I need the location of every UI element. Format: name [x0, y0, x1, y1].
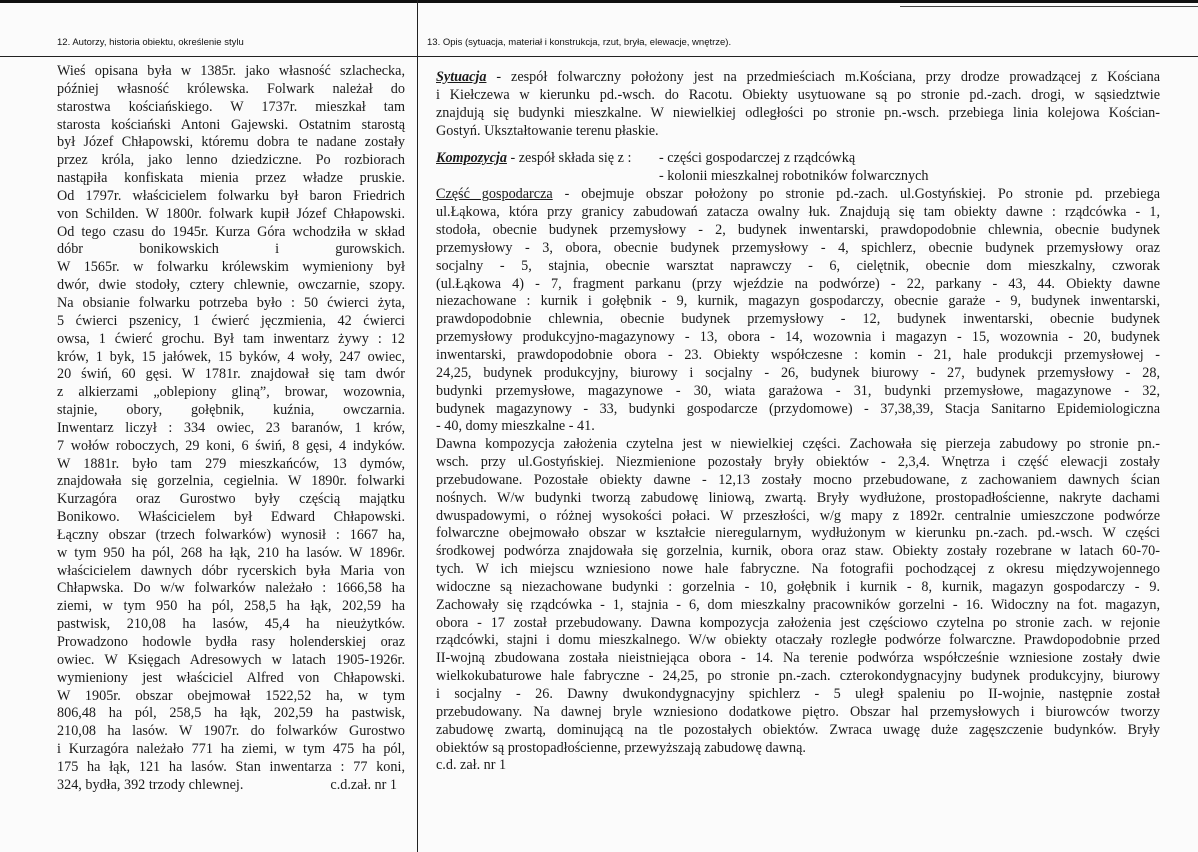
history-last-text: 324, bydła, 392 trzody chlewnej. — [57, 776, 244, 793]
czesc-text: socjalny - 5, stajnia, obecnie warsztat naprawczy - 6, cielętnik, obecnie dom mieszkalny, czworak — [436, 257, 1160, 274]
dawna-line: środkowej podwórza znajdowała się gorzelnia, kurnik, obora oraz staw. Obiekty zostały rozebrane w latach 60-70- — [436, 543, 1160, 560]
czesc-text: przemysłowy produkcyjno-magazynowy - 13, obora - 14, wozownia i magazyn - 15, wozownia - 20, budynek — [436, 329, 1160, 346]
czesc-line — [436, 347, 1160, 365]
history-line: później własność królewska. Folwark należał do — [57, 80, 405, 97]
czesc-line — [436, 258, 1160, 276]
sytuacja-label: Sytuacja — [436, 69, 487, 85]
czesc-text: 24,25, budynek produkcyjny, biurowy i socjalny - 26, budynek biurowy - 27, budynek przemysłowy - 28, — [436, 364, 1160, 381]
dawna-line: zabudowę zwartą, dominującą na tle pozostałych obiektów. Zwraca uwagę duże zagęszczenie budynków. Bryły — [436, 721, 1160, 738]
left-header-rule — [0, 56, 417, 57]
kompozycja-line-1 — [436, 150, 1160, 168]
history-line: 806,48 ha pól, 258,5 ha łąk, 202,59 ha pastwisk, — [57, 705, 405, 722]
czesc-text: inwentarski, prawdopodobnie obora - 23. Obiekty współczesne : komin - 21, hale produkcji przemysłowej - — [436, 346, 1160, 363]
history-line: nastąpiła konfiskata mienia przez władze pruskie. — [57, 170, 405, 187]
history-line: dwór, dwie stodoły, cztery chlewnie, owczarnie, szopy. — [57, 277, 405, 294]
czesc-line — [436, 186, 1160, 204]
history-last-line — [57, 777, 405, 795]
dawna-line: rządcówki, stajni i domu mieszkalnego. W/w obiekty otaczały rozległe podwórze folwarczne. Prawdopodobnie przed — [436, 632, 1160, 649]
history-line: Prowadzono hodowle bydła rasy holenderskiej oraz — [57, 634, 405, 650]
czesc-line — [436, 311, 1160, 329]
dawna-line: widoczne są niezachowane budynki : gorzelnia - 10, gołębnik i kurnik - 8, kurnik, magazyn gospodarczy - 9. — [436, 578, 1160, 595]
history-line: był Józef Chłapowski, któremu dobra te nadane zostały — [57, 134, 405, 151]
dawna-line: folwarczne obejmowało obszar w kształcie nieregularnym, wydłużonym w kierunku pn.-zach. pd.-wsch. W części — [436, 525, 1160, 542]
top-border — [0, 0, 1198, 3]
history-line: Od tego czasu do 1945r. Kurza Góra wchodziła w skład — [57, 223, 405, 240]
history-line: Inwentarz liczył : 334 owiec, 23 baranów, 1 krów, — [57, 419, 405, 436]
czesc-line — [436, 276, 1160, 294]
kompozycja-item-2: - kolonii mieszkalnej robotników folwarcznych — [659, 168, 929, 185]
czesc-text: budynki przemysłowe, magazynowe - 30, wiata garażowa - 31, budynki przemysłowe, magazynowe - 32, — [436, 382, 1160, 399]
history-line: 175 ha łąk, 121 ha lasów. Stan inwentarza : 77 koni, — [57, 758, 405, 775]
history-line: 20 świń, 60 gęsi. W 1781r. znajdował się tam dwór — [57, 366, 405, 383]
history-line: z alkierzami „oblepiony gliną”, browar, wozownia, — [57, 384, 405, 401]
czesc-text: niezachowane : kurnik i gołębnik - 9, kurnik, magazyn gospodarczy, obecnie garaże - 9, budynek inwentarski, — [436, 293, 1160, 310]
history-line: przez króla, jako lenno dziedziczne. Po rozbiorach — [57, 152, 405, 169]
czesc-text: stodoła, obecnie budynek przemysłowy - 2, budynek inwentarski, prawdopodobnie chlewnia, obecnie budynek — [436, 222, 1160, 239]
kompozycja-item-1: - części gospodarczej z rządcówką — [659, 150, 856, 167]
history-line: pastwisk, 210,08 ha lasów, 45,4 ha nieużytków. — [57, 616, 405, 633]
top-border-secondary — [900, 6, 1198, 7]
sytuacja-line — [436, 87, 1160, 105]
history-line: starosta kościański Antoni Gajewski. Ostatnim starostą — [57, 116, 405, 133]
history-line: ziemi, w tym 950 ha pól, 258,5 ha łąk, 202,59 ha — [57, 598, 405, 615]
history-text — [57, 63, 405, 795]
history-line: krów, 1 byk, 15 jałówek, 15 byków, 4 woły, 247 owiec, — [57, 348, 405, 365]
history-line: 7 wołów roboczych, 29 koni, 6 świń, 8 gęsi, 4 indyków. — [57, 437, 405, 454]
czesc-text: przemysłowy - 3, obora, obecnie budynek przemysłowy - 4, spichlerz, obecnie budynek przemysłowy oraz — [436, 239, 1160, 256]
dawna-line: i socjalny - 26. Dawny dwukondygnacyjny spichlerz - 5 uległ spaleniu po II-wojnie, następnie został — [436, 686, 1160, 702]
czesc-line — [436, 383, 1160, 401]
czesc-line — [436, 222, 1160, 240]
history-line: W 1881r. było tam 279 mieszkańców, 13 dymów, — [57, 455, 405, 472]
sytuacja-line — [436, 123, 1160, 141]
czesc-line — [436, 240, 1160, 258]
czesc-text: ul.Łąkowa, która przy granicy zabudowań zatacza owalny łuk. Znajdują się tam obiekty dawne : rządcówka - 1, — [436, 204, 1160, 221]
history-reference: c.d.zał. nr 1 — [330, 776, 397, 793]
history-line: stajnie, obory, gołębnik, kuźnia, owczarnia. — [57, 402, 405, 419]
history-line: starostwa kościańskiego. W 1737r. mieszkał tam — [57, 98, 405, 115]
czesc-last-line: - 40, domy mieszkalne - 41. — [436, 418, 595, 435]
column-divider — [417, 0, 418, 852]
history-line: znajdowała się gorzelnia, cegielnia. W 1890r. folwarki — [57, 473, 405, 490]
dawna-line: Zachowały się rządcówka - 1, stajnia - 6, dom mieszkalny pracowników gorzelni - 16. Widoczny na fot. magazyn, — [436, 596, 1160, 613]
history-line: dóbr bonikowskich i gurowskich. — [57, 241, 405, 258]
history-line: 210,08 ha lasów. W 1907r. do folwarków Gurostwo — [57, 723, 405, 740]
sytuacja-line — [436, 69, 1160, 87]
history-line: Łączny obszar (trzech folwarków) wynosił : 1667 ha, — [57, 526, 405, 543]
czesc-text: budynek magazynowy - 33, budynki gospodarcze (przydomowe) - 37,38,39, Stacja Sanitarno Epidemiologiczna — [436, 400, 1160, 417]
dawna-line: przebudowany. Na dawnej bryle wzniesiono dodatkowe piętro. Obszar hal przemysłowych i biurowców tworzy — [436, 703, 1160, 720]
kompozycja-intro: - zespół składa się z : — [506, 150, 632, 167]
history-line: 5 ćwierci pszenicy, 1 ćwierć jęczmienia, 42 ćwierci — [57, 312, 405, 329]
czesc-line — [436, 329, 1160, 347]
czesc-text: - obejmuje obszar położony po stronie pd.-zach. ul.Gostyńskiej. Po stronie pd. przebiega — [552, 186, 1160, 203]
czesc-line — [436, 293, 1160, 311]
kompozycja-line-2 — [436, 168, 1160, 186]
dawna-line: II-wojną zbudowana została nieistniejąca obora - 14. Na terenie podwórza współcześnie wzniesione zostały dwie — [436, 650, 1160, 667]
dawna-line: obora - 17 został przebudowany. Dawna kompozycja założenia jest częściowo czytelna po stronie zach. w rejonie — [436, 614, 1160, 631]
czesc-gospodarcza-paragraph — [436, 186, 1160, 436]
dawna-line: przebudowane. Pozostałe obiekty dawne - 12,13 zostały mocno przebudowane, z zachowaniem dawnych ścian — [436, 471, 1160, 488]
reference-note: c.d. zał. nr 1 — [436, 757, 507, 774]
history-line: owsa, 1 ćwierć grochu. Był tam inwentarz żywy : 12 — [57, 330, 405, 347]
dawna-line: wielkokubaturowe hale fabryczne - 24,25, po stronie pn.-zach. czterokondygnacyjny budynek produkcyjny, biurowy — [436, 668, 1160, 685]
sytuacja-text: Gostyń. Ukształtowanie terenu płaskie. — [436, 122, 659, 139]
dawna-line: tych. W ich miejscu wzniesiono nowe hale fabryczne. Na fotografii pochodzącej z okresu międzywojennego — [436, 561, 1160, 578]
history-line: Na obsianie folwarku potrzeba było : 50 ćwierci żyta, — [57, 294, 405, 311]
sytuacja-line — [436, 105, 1160, 123]
history-line: Chłapwska. Do w/w folwarków należało : 1666,58 ha — [57, 580, 405, 597]
sytuacja-text: - zespół folwarczny położony jest na przedmieściach m.Kościana, przy drodze prowadzącej z Kościana — [486, 69, 1160, 85]
history-line: W 1905r. obszar obejmował 1522,52 ha, w tym — [57, 687, 405, 704]
sytuacja-text: znajdują się budynki mieszkalne. W niewielkiej odległości po stronie pn.-wsch. przebiega linia kolejowa Kościan- — [436, 104, 1160, 121]
czesc-line — [436, 401, 1160, 419]
history-line: i Kurzagóra należało 771 ha ziemi, w tym 475 ha pól, — [57, 741, 405, 758]
history-line: Od 1797r. właścicielem folwarku był baron Friedrich — [57, 187, 405, 204]
czesc-line — [436, 204, 1160, 222]
sytuacja-paragraph — [436, 69, 1160, 140]
dawna-line: wsch. przy ul.Gostyńskiej. Niezmienione pozostały bryły obiektów - 2,3,4. Wnętrza i część elewacji zostały — [436, 454, 1160, 471]
right-section-header: 13. Opis (sytuacja, materiał i konstrukcja, rzut, bryła, elewacje, wnętrze). — [427, 37, 732, 48]
czesc-label: Część gospodarcza — [436, 186, 553, 203]
history-line: W 1565r. w folwarku królewskim wymieniony był — [57, 259, 405, 276]
dawna-line: dwuspadowymi, o różnej wysokości połaci. W przeszłości, w/g mapy z 1892r. centralnie umieszczone podwórze — [436, 507, 1160, 524]
left-section-header: 12. Autorzy, historia obiektu, określenie stylu — [57, 37, 244, 48]
kompozycja-label: Kompozycja — [436, 150, 507, 167]
right-header-rule — [418, 56, 1198, 57]
history-line: właścicielem dawnych dóbr rycerskich była Maria von — [57, 562, 405, 579]
dawna-line: nośnych. W/w budynki tworzą zabudowę liniową, zwartą. Bryły wydłużone, prostopadłościenne, nakryte dachami — [436, 489, 1160, 506]
history-line: wymieniony jest właściciel Alfred von Chłapowski. — [57, 669, 405, 686]
czesc-line — [436, 365, 1160, 383]
description-text — [436, 69, 1160, 775]
czesc-text: (ul.Łąkowa 4) - 7, fragment parkanu (przy wjeździe na podwórze) - 22, parkany - 43, 44. Obiekty dawne — [436, 275, 1160, 292]
sytuacja-text: i Kiełczewa w kierunku pd.-wsch. do Racotu. Obiekty usytuowane są po stronie pd.-zach. drogi, w sąsiedztwie — [436, 86, 1160, 103]
history-line: Wieś opisana była w 1385r. jako własność szlachecka, — [57, 63, 405, 79]
dawna-kompozycja-paragraph — [436, 436, 1160, 757]
history-line: Kurzagóra oraz Gurostwo były częścią majątku — [57, 491, 405, 508]
history-line: w tym 950 ha pól, 268 ha łąk, 210 ha lasów. W 1896r. — [57, 544, 405, 561]
history-line: owiec. W Księgach Adresowych w latach 1905-1926r. — [57, 651, 405, 668]
dawna-last-line: obiektów są prostopadłościenne, przewyższają zabudowę dawną. — [436, 739, 806, 756]
dawna-line: Dawna kompozycja założenia czytelna jest w niewielkiej części. Zachowała się pierzeja zabudowy po stronie pn.- — [436, 436, 1160, 453]
history-line: von Schilden. W 1800r. folwark kupił Józef Chłapowski. — [57, 205, 405, 222]
history-line: Bonikowo. Właścicielem był Edward Chłapowski. — [57, 509, 405, 526]
czesc-text: prawdopodobnie chlewnia, obecnie budynek przemysłowy - 12, budynek inwentarski, obecnie budynek — [436, 311, 1160, 328]
